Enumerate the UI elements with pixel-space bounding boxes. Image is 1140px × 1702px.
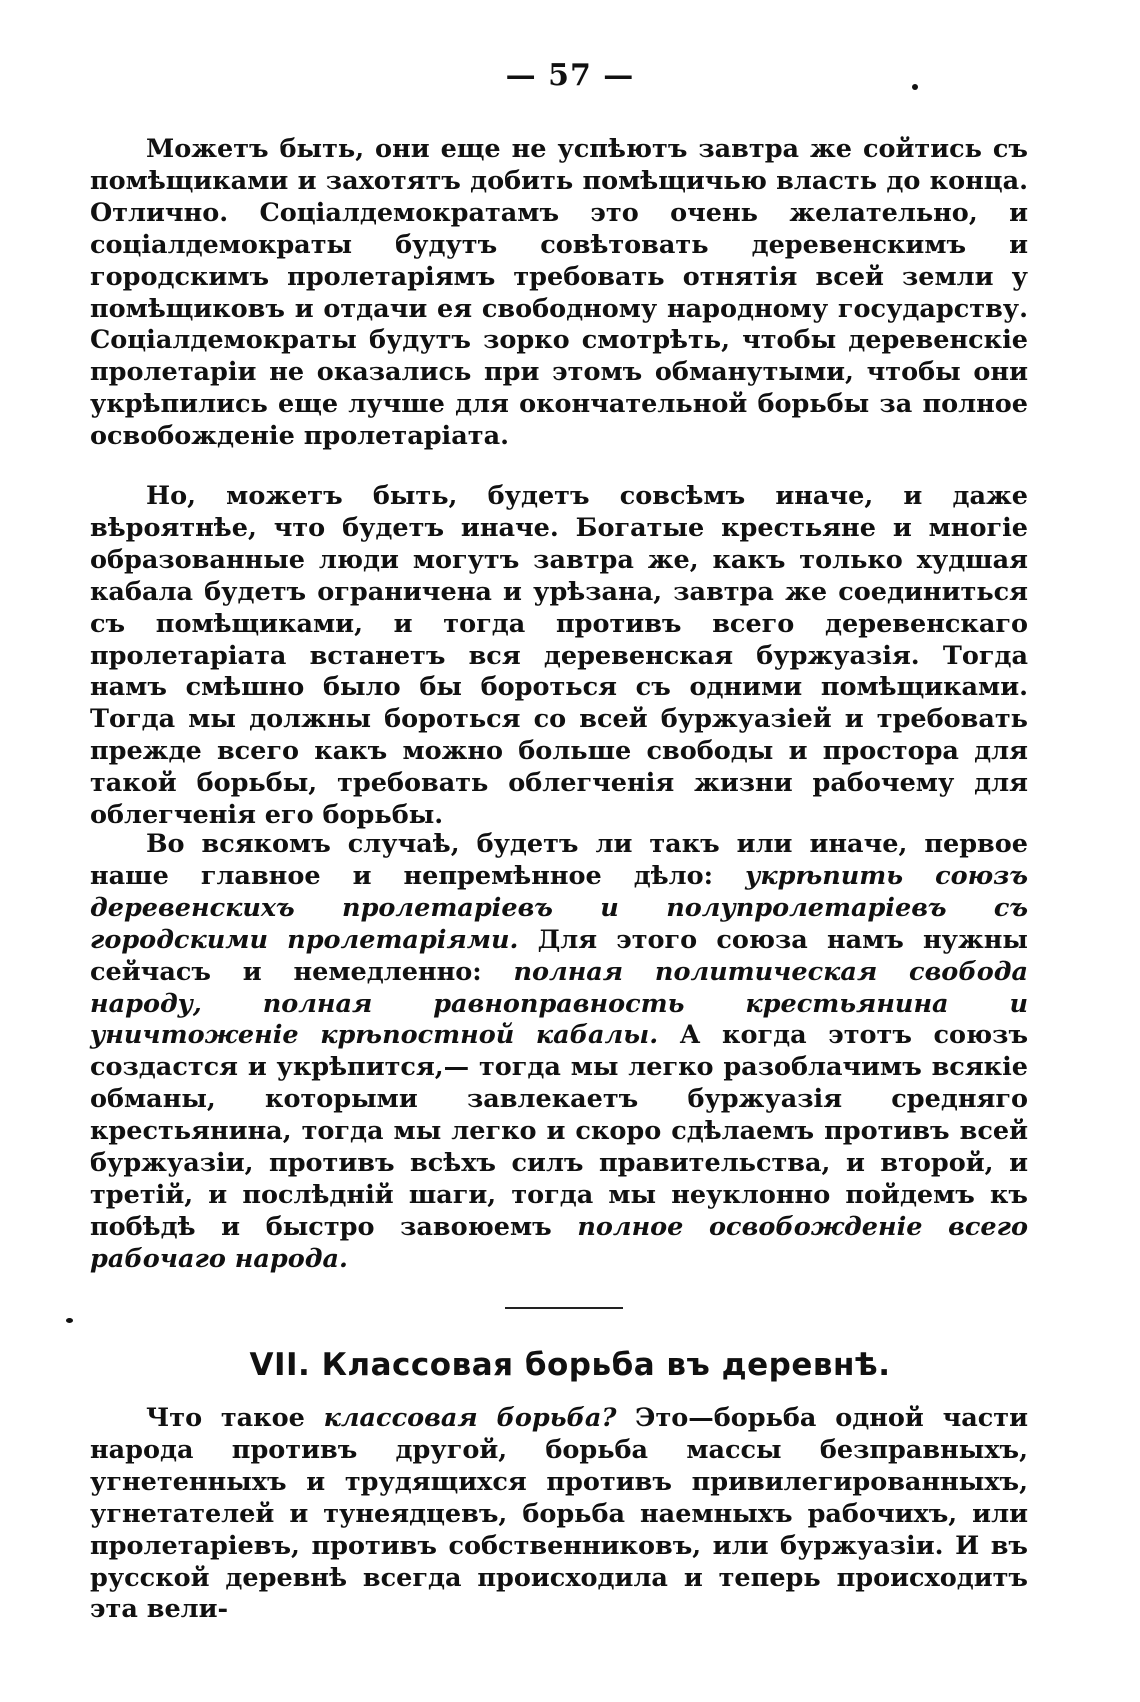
- paragraph-1: [90, 134, 1028, 453]
- paragraph-text: [90, 481, 1028, 832]
- page-number: — 57 —: [505, 58, 635, 93]
- section-heading: VII. Классовая борьба въ деревнѣ.: [249, 1347, 891, 1383]
- section-paragraph: [90, 1403, 1028, 1626]
- text-segment: Это—борьба одной части народа противъ другой, борьба массы безправныхъ, угнетенныхъ и трудящихся противъ привилегированныхъ, угнетателей и тунеядцевъ, борьба наемныхъ рабочихъ, или пролетаріевъ, противъ собственниковъ, или буржуазіи. И въ русской деревнѣ всегда происходила и теперь происходитъ эта вели-: [90, 1403, 1028, 1625]
- text-segment: Для этого союза намъ нужны сейчасъ и немедленно:: [90, 924, 1028, 987]
- italic-segment: полная политическая свобода народу, полная равноправность крестьянина и уничтоженіе крѣпостной кабалы.: [90, 956, 1028, 1051]
- text-segment: Можетъ быть, они еще не успѣютъ завтра же сойтись съ помѣщиками и захотятъ добить помѣщичью власть до конца. Отлично. Соціалдемократамъ это очень желательно, и соціалдемократы будутъ совѣтовать деревенскимъ и городскимъ пролетаріямъ требовать отнятія всей земли у помѣщиковъ и отдачи ея свободному народному государству. Соціалдемократы будутъ зорко смотрѣть, чтобы деревенскіе пролетаріи не оказались при этомъ обманутыми, чтобы они укрѣпились еще лучше для окончательной борьбы за полное освобожденіе пролетаріата.: [90, 134, 1028, 452]
- section-divider: [505, 1307, 623, 1309]
- text-segment: Во всякомъ случаѣ, будетъ ли такъ или иначе, первое наше главное и непремѣнное дѣло:: [90, 829, 1028, 891]
- paragraph-text: [90, 829, 1028, 1276]
- italic-segment: полное освобожденіе всего рабочаго народа.: [90, 1211, 1028, 1274]
- paragraph-text: [90, 1403, 1028, 1626]
- italic-segment: укрѣпить союзъ деревенскихъ пролетаріевъ и полупролетаріевъ съ городскими пролетаріями.: [90, 860, 1028, 955]
- print-speck: [66, 1318, 73, 1323]
- text-segment: А когда этотъ союзъ создастся и укрѣпится,— тогда мы легко разоблачимъ всякіе обманы, которыми завлекаетъ буржуазія средняго крестьянина, тогда мы легко и скоро сдѣлаемъ противъ всей буржуазіи, противъ всѣхъ силъ правительства, и второй, и третій, и послѣдній шаги, тогда мы неуклонно пойдемъ къ побѣдѣ и быстро завоюемъ: [90, 1020, 1029, 1242]
- text-segment: Но, можетъ быть, будетъ совсѣмъ иначе, и даже вѣроятнѣе, что будетъ иначе. Богатые крестьяне и многіе образованные люди могутъ завтра же, какъ только худшая кабала будетъ ограничена и урѣзана, завтра же соединиться съ помѣщиками, и тогда противъ всего деревенскаго пролетаріата встанетъ вся деревенская буржуазія. Тогда намъ смѣшно было бы бороться съ одними помѣщиками. Тогда мы должны бороться со всей буржуазіей и требовать прежде всего какъ можно больше свободы и простора для такой борьбы, требовать облегченія жизни рабочему для облегченія его борьбы.: [90, 481, 1028, 831]
- italic-segment: классовая борьба?: [323, 1403, 617, 1433]
- paragraph-text: [90, 134, 1028, 453]
- text-segment: Что такое: [146, 1403, 324, 1433]
- paragraph-2: [90, 481, 1028, 832]
- print-speck: [912, 84, 918, 90]
- paragraph-3: [90, 829, 1028, 1276]
